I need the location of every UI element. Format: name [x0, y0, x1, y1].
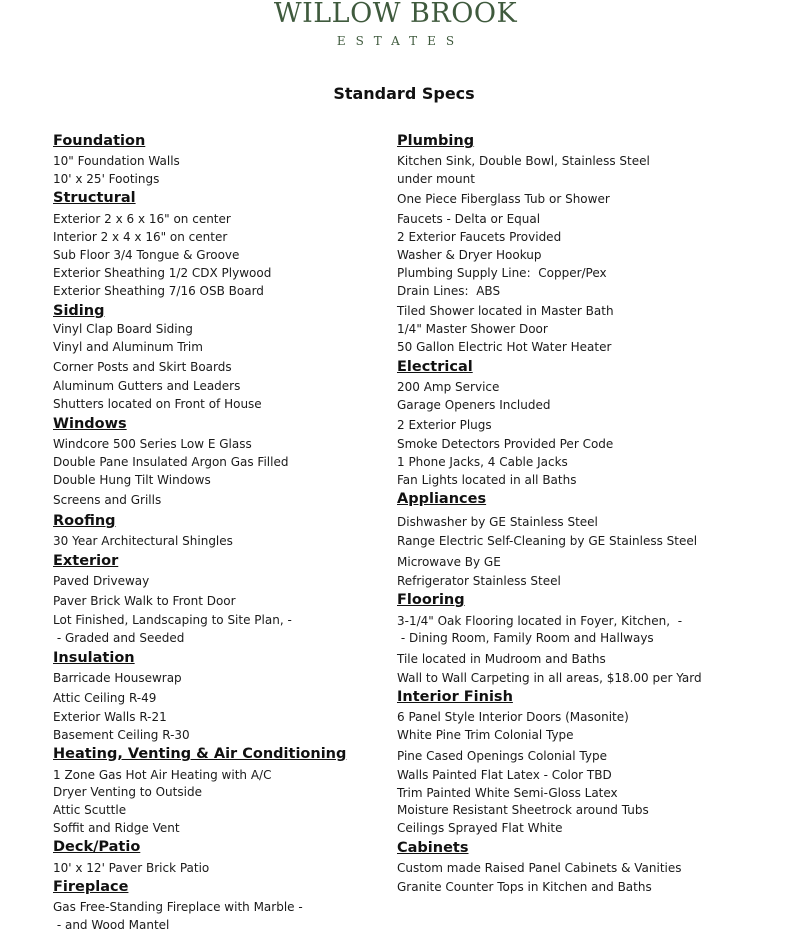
- section-heading: Siding: [53, 303, 105, 319]
- spec-item: Walls Painted Flat Latex - Color TBD: [397, 768, 612, 782]
- spec-item: Double Hung Tilt Windows: [53, 473, 211, 487]
- spec-item: Granite Counter Tops in Kitchen and Baths: [397, 880, 652, 894]
- spec-item: 10" Foundation Walls: [53, 154, 180, 168]
- spec-item: under mount: [397, 172, 475, 186]
- spec-item: Shutters located on Front of House: [53, 397, 262, 411]
- spec-item: Paved Driveway: [53, 574, 150, 588]
- spec-item: Ceilings Sprayed Flat White: [397, 821, 563, 835]
- section-heading: Electrical: [397, 359, 473, 375]
- spec-item: Sub Floor 3/4 Tongue & Groove: [53, 248, 240, 262]
- spec-item: Attic Scuttle: [53, 803, 127, 817]
- spec-item: Soffit and Ridge Vent: [53, 821, 180, 835]
- section-heading: Plumbing: [397, 133, 475, 149]
- spec-item: Attic Ceiling R-49: [53, 691, 157, 705]
- section-heading: Roofing: [53, 513, 116, 529]
- spec-item: 2 Exterior Faucets Provided: [397, 230, 562, 244]
- spec-item: One Piece Fiberglass Tub or Shower: [397, 192, 610, 206]
- section-heading: Flooring: [397, 592, 465, 608]
- spec-item: Faucets - Delta or Equal: [397, 212, 541, 226]
- spec-item: Lot Finished, Landscaping to Site Plan, -: [53, 613, 292, 627]
- spec-item: 3-1/4" Oak Flooring located in Foyer, Kitchen, -: [397, 614, 683, 628]
- spec-item: Trim Painted White Semi-Gloss Latex: [397, 786, 618, 800]
- spec-item: Vinyl and Aluminum Trim: [53, 340, 203, 354]
- spec-item: Screens and Grills: [53, 493, 162, 507]
- spec-item: Wall to Wall Carpeting in all areas, $18.00 per Yard: [397, 671, 702, 685]
- spec-item: Dryer Venting to Outside: [53, 785, 202, 799]
- spec-item: 10' x 25' Footings: [53, 172, 160, 186]
- spec-item: Exterior Sheathing 7/16 OSB Board: [53, 284, 264, 298]
- spec-item: Interior 2 x 4 x 16" on center: [53, 230, 228, 244]
- spec-item: 10' x 12' Paver Brick Patio: [53, 861, 210, 875]
- section-heading: Structural: [53, 190, 136, 206]
- spec-item: Corner Posts and Skirt Boards: [53, 360, 232, 374]
- spec-item: 1 Phone Jacks, 4 Cable Jacks: [397, 455, 568, 469]
- spec-item: Washer & Dryer Hookup: [397, 248, 542, 262]
- spec-item: Tile located in Mudroom and Baths: [397, 652, 606, 666]
- spec-item: Moisture Resistant Sheetrock around Tubs: [397, 803, 649, 817]
- logo-name: WILLOW BROOK: [273, 0, 518, 29]
- section-heading: Appliances: [397, 491, 487, 507]
- spec-item: - Graded and Seeded: [53, 631, 185, 645]
- section-heading: Insulation: [53, 650, 135, 666]
- page-title: Standard Specs: [333, 84, 475, 103]
- spec-item: Exterior Sheathing 1/2 CDX Plywood: [53, 266, 272, 280]
- spec-item: Smoke Detectors Provided Per Code: [397, 437, 614, 451]
- spec-item: Refrigerator Stainless Steel: [397, 574, 561, 588]
- spec-item: Windcore 500 Series Low E Glass: [53, 437, 252, 451]
- spec-item: Dishwasher by GE Stainless Steel: [397, 515, 598, 529]
- spec-item: 200 Amp Service: [397, 380, 500, 394]
- spec-item: Range Electric Self-Cleaning by GE Stainless Steel: [397, 534, 698, 548]
- section-heading: Fireplace: [53, 879, 129, 895]
- section-heading: Heating, Venting & Air Conditioning: [53, 746, 347, 762]
- spec-item: Basement Ceiling R-30: [53, 728, 190, 742]
- spec-item: Vinyl Clap Board Siding: [53, 322, 193, 336]
- spec-item: Garage Openers Included: [397, 398, 551, 412]
- spec-item: Tiled Shower located in Master Bath: [397, 304, 614, 318]
- spec-item: 6 Panel Style Interior Doors (Masonite): [397, 710, 629, 724]
- spec-item: Paver Brick Walk to Front Door: [53, 594, 236, 608]
- spec-item: Microwave By GE: [397, 555, 501, 569]
- spec-item: 1 Zone Gas Hot Air Heating with A/C: [53, 768, 272, 782]
- spec-item: Fan Lights located in all Baths: [397, 473, 577, 487]
- section-heading: Foundation: [53, 133, 146, 149]
- section-heading: Cabinets: [397, 840, 469, 856]
- spec-item: - and Wood Mantel: [53, 918, 170, 932]
- spec-item: Custom made Raised Panel Cabinets & Vanities: [397, 861, 682, 875]
- logo-subtitle: ESTATES: [336, 34, 465, 48]
- spec-item: Exterior Walls R-21: [53, 710, 167, 724]
- spec-item: Barricade Housewrap: [53, 671, 182, 685]
- spec-item: 2 Exterior Plugs: [397, 418, 492, 432]
- spec-item: 50 Gallon Electric Hot Water Heater: [397, 340, 612, 354]
- spec-item: Gas Free-Standing Fireplace with Marble -: [53, 900, 303, 914]
- spec-item: 30 Year Architectural Shingles: [53, 534, 233, 548]
- section-heading: Interior Finish: [397, 689, 513, 705]
- section-heading: Deck/Patio: [53, 839, 141, 855]
- spec-item: Pine Cased Openings Colonial Type: [397, 749, 607, 763]
- spec-item: Plumbing Supply Line: Copper/Pex: [397, 266, 607, 280]
- section-heading: Exterior: [53, 553, 119, 569]
- spec-item: White Pine Trim Colonial Type: [397, 728, 574, 742]
- spec-item: Kitchen Sink, Double Bowl, Stainless Steel: [397, 154, 650, 168]
- spec-item: Exterior 2 x 6 x 16" on center: [53, 212, 231, 226]
- spec-item: 1/4" Master Shower Door: [397, 322, 548, 336]
- spec-item: Drain Lines: ABS: [397, 284, 501, 298]
- section-heading: Windows: [53, 416, 127, 432]
- spec-item: - Dining Room, Family Room and Hallways: [397, 631, 654, 645]
- spec-item: Double Pane Insulated Argon Gas Filled: [53, 455, 289, 469]
- spec-item: Aluminum Gutters and Leaders: [53, 379, 241, 393]
